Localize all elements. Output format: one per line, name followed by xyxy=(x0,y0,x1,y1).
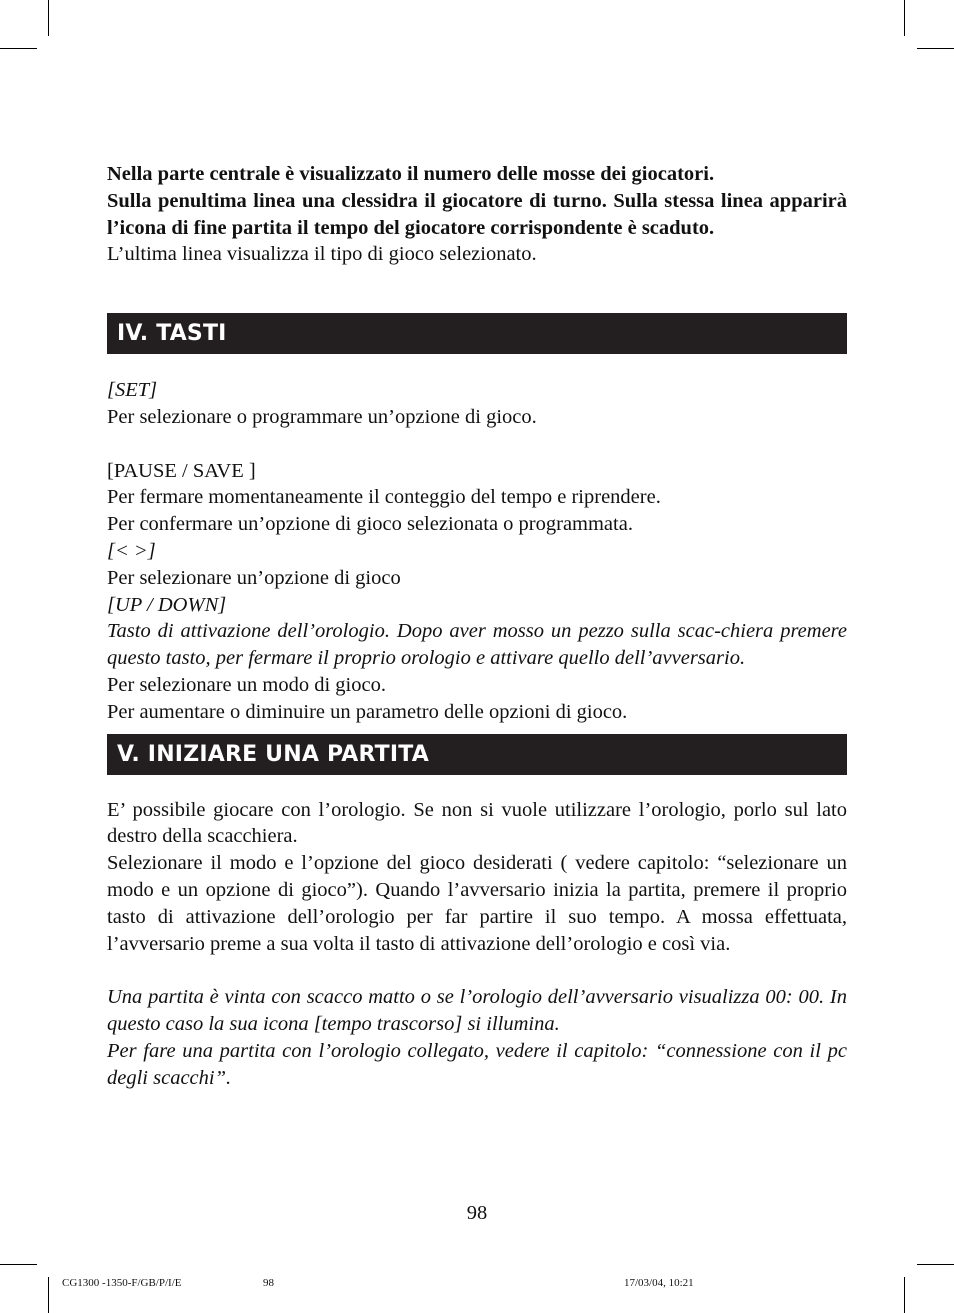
crop-mark xyxy=(904,0,905,36)
crop-mark xyxy=(917,48,954,49)
key-pause-label: [PAUSE / SAVE ] xyxy=(107,459,256,482)
section-heading-iniziare: V. INIZIARE UNA PARTITA xyxy=(107,734,847,775)
intro-paragraph-1: Nella parte centrale è visualizzato il numero delle mosse dei giocatori. xyxy=(107,163,715,185)
key-updown-label: [UP / DOWN] xyxy=(107,593,227,616)
key-arrows-label: [< >] xyxy=(107,539,156,562)
start-paragraph-3: Una partita è vinta con scacco matto o se l’orologio dell’avversario visualizza 00: 00. In questo caso la sua icona [tempo trascorso] si illumina. xyxy=(107,986,847,1035)
start-paragraph-2: Selezionare il modo e l’opzione del gioco desiderati ( vedere capitolo: “selezionare un modo e un opzione di gioco”). Quando l’avversario inizia la partita, premere il proprio tasto di attivazione dell’orologio per far partire il suo tempo. A mossa effettuata, l’avversario preme a sua volta il tasto di attivazione dell’orologio e così via. xyxy=(107,852,847,955)
crop-mark xyxy=(48,1277,49,1313)
key-updown-description-2: Per aumentare o diminuire un parametro delle opzioni di gioco. xyxy=(107,700,628,723)
key-updown-italic-description: Tasto di attivazione dell’orologio. Dopo aver mosso un pezzo sulla scac-chiera premere questo tasto, per fermare il proprio orologio e attivare quello dell’avversario. xyxy=(107,620,847,670)
key-updown-description-1: Per selezionare un modo di gioco. xyxy=(107,673,386,696)
crop-mark xyxy=(0,48,37,49)
key-arrows-description: Per selezionare un’opzione di gioco xyxy=(107,566,401,589)
crop-mark xyxy=(0,1264,37,1265)
crop-mark xyxy=(904,1277,905,1313)
intro-paragraph-3: L’ultima linea visualizza il tipo di gioco selezionato. xyxy=(107,243,537,266)
page-content xyxy=(107,161,847,1091)
key-set-description: Per selezionare o programmare un’opzione di gioco. xyxy=(107,405,537,428)
start-paragraph-1: E’ possibile giocare con l’orologio. Se non si vuole utilizzare l’orologio, porlo sul lato destro della scacchiera. xyxy=(107,798,847,848)
footer-page: 98 xyxy=(263,1277,274,1289)
footer-code: CG1300 -1350-F/GB/P/I/E xyxy=(62,1277,182,1289)
crop-mark xyxy=(917,1264,954,1265)
section-heading-tasti: IV. TASTI xyxy=(107,313,847,354)
start-paragraph-4: Per fare una partita con l’orologio collegato, vedere il capitolo: “connessione con il pc degli scacchi”. xyxy=(107,1039,847,1089)
footer-datetime: 17/03/04, 10:21 xyxy=(624,1277,694,1289)
key-set-label: [SET] xyxy=(107,379,158,402)
key-pause-description-2: Per confermare un’opzione di gioco selezionata o programmata. xyxy=(107,513,633,536)
page-number: 98 xyxy=(466,1202,488,1224)
key-pause-description-1: Per fermare momentaneamente il conteggio del tempo e riprendere. xyxy=(107,486,661,509)
crop-mark xyxy=(48,0,49,36)
intro-paragraph-2: Sulla penultima linea una clessidra il giocatore di turno. Sulla stessa linea apparirà l’icona di fine partita il tempo del giocatore corrispondente è scaduto. xyxy=(107,189,847,239)
